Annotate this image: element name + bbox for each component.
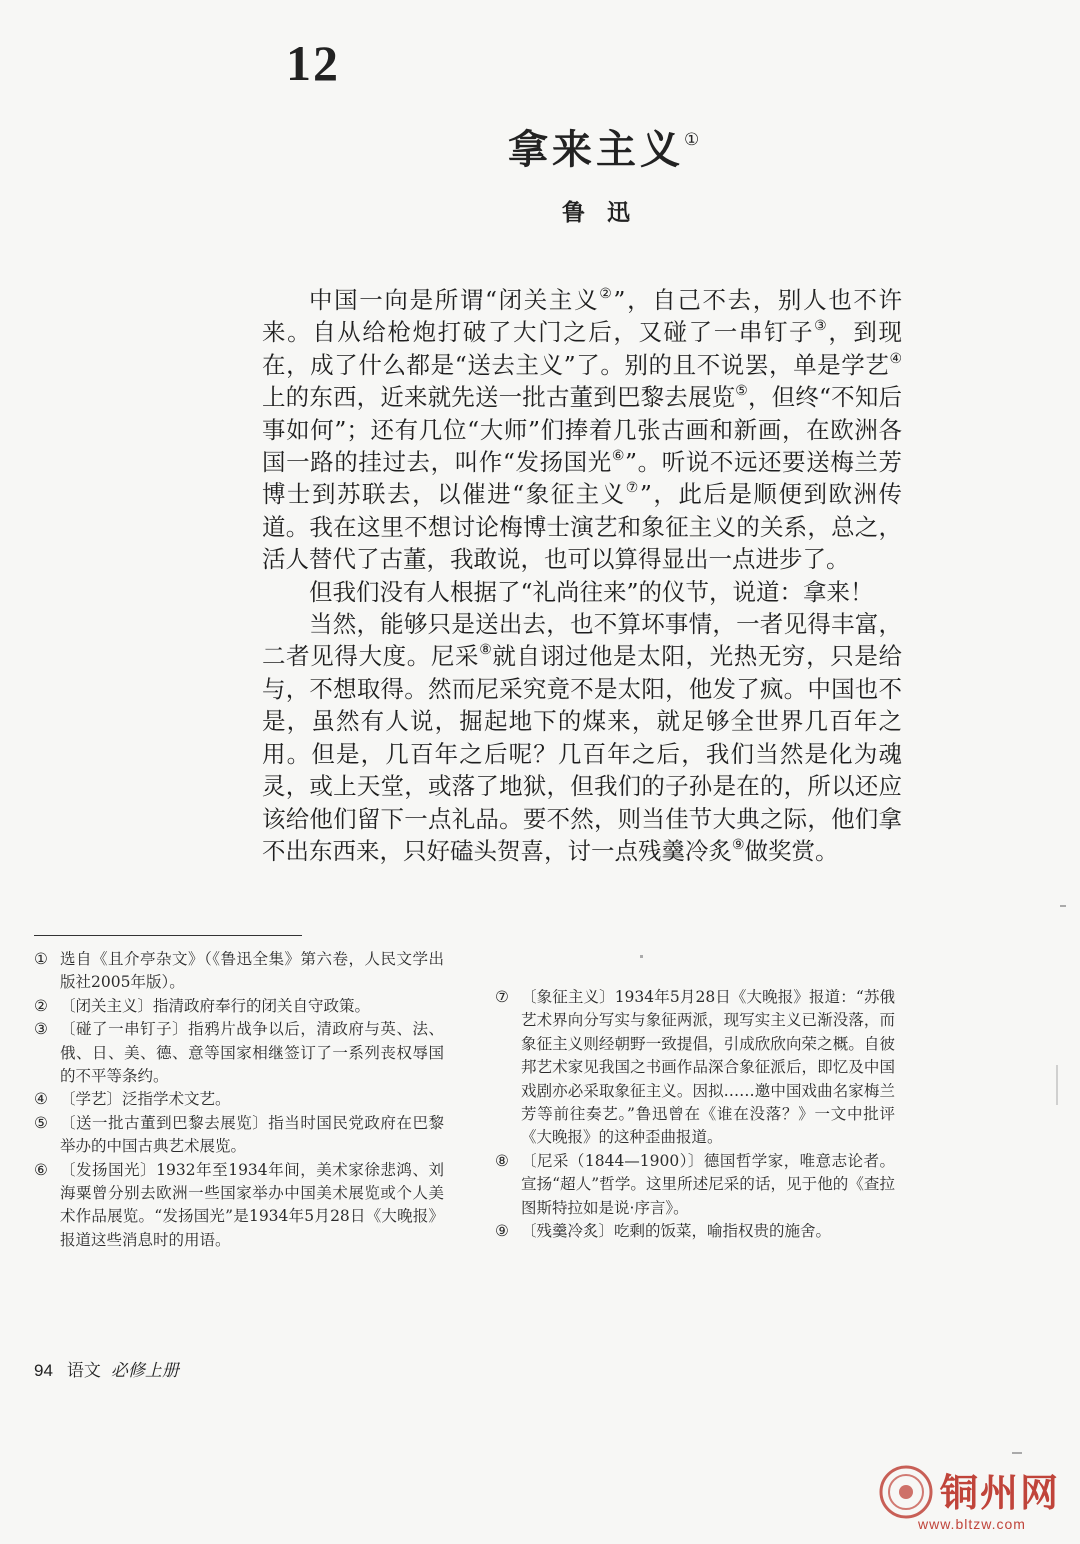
paragraph-1: [262, 284, 902, 576]
footnote-item: [34, 1088, 444, 1111]
text-run: ”，此后是顺便到欧洲传道。我在这里不想讨论梅博士演艺和象征主义的关系，总之，活人替代了古董，我敢说，也可以算得显出一点进步了。: [262, 480, 902, 574]
scan-speck: [640, 955, 643, 958]
seal-icon: [878, 1464, 934, 1520]
title-footnote-marker: ①: [684, 130, 700, 150]
footnote-marker: ⑥: [611, 448, 625, 465]
footnote-text: 〔闭关主义〕指清政府奉行的闭关自守政策。: [60, 996, 371, 1015]
footnote-marker: ⑤: [735, 383, 748, 400]
footnote-item: [34, 1159, 444, 1253]
text-run: 就自诩过他是太阳，光热无穷，只是给与，不想取得。然而尼采究竟不是太阳，他发了疯。中国也不是，虽然有人说，掘起地下的煤来，就足够全世界几百年之用。但是，几百年之后呢？几百年之后，我们当然是化为魂灵，或上天堂，或落了地狱，但我们的子孙是在的，所以还应该给他们留下一点礼品。要不然，则当佳节大典之际，他们拿不出东西来，只好磕头贺喜，讨一点残羹冷炙: [262, 642, 903, 865]
text-run: ，但终“不知后事如何”；还有几位“大师”们捧着几张古画和新画，在欧洲各国一路的挂过去，叫作“发扬国光: [262, 383, 902, 477]
scan-speck: [1056, 1065, 1058, 1105]
footnote-number: ⑤: [34, 1113, 48, 1132]
footnote-text: 〔尼采（1844—1900）〕德国哲学家，唯意志论者。宣扬“超人”哲学。这里所述尼采的话，见于他的《查拉图斯特拉如是说·序言》。: [521, 1151, 895, 1217]
scan-speck: [1060, 905, 1066, 907]
footnote-text: 〔送一批古董到巴黎去展览〕指当时国民党政府在巴黎举办的中国古典艺术展览。: [60, 1113, 444, 1156]
page-footer: [34, 1356, 179, 1381]
footnote-text: 〔学艺〕泛指学术文艺。: [60, 1090, 231, 1109]
footnote-item: [34, 948, 444, 995]
footnote-number: ②: [34, 996, 48, 1015]
footnotes-right-column: [495, 986, 895, 1243]
text-run: 做奖赏。: [744, 836, 839, 865]
watermark-url: www.bltzw.com: [918, 1516, 1026, 1532]
footnote-marker: ⑦: [625, 480, 640, 497]
article-title: [508, 118, 699, 175]
footnote-marker: ③: [814, 318, 829, 335]
footnote-number: ③: [34, 1020, 48, 1039]
scan-speck: [1012, 1452, 1022, 1454]
footnote-marker: ②: [599, 286, 614, 302]
footnote-text: 〔象征主义〕1934年5月28日《大晚报》报道：“苏俄艺术界向分写实与象征两派，现写实主义已渐没落，而象征主义则经朝野一致提倡，引成欣欣向荣之概。自彼邦艺术家见我国之书画作品深合象征派后，即忆及中国戏剧亦必采取象征主义。因拟……邀中国戏曲名家梅兰芳等前往奏艺。”鲁迅曾在《谁在没落？》一文中批评《大晚报》的这种歪曲报道。: [521, 988, 895, 1147]
volume-name: 必修上册: [110, 1361, 179, 1381]
text-run: 中国一向是所谓“闭关主义: [309, 286, 600, 314]
footnote-number: ⑧: [495, 1151, 509, 1170]
text-run: 上的东西，近来就先送一批古董到巴黎去展览: [262, 383, 736, 412]
site-watermark: [878, 1462, 1068, 1542]
footnote-item: [34, 995, 444, 1018]
book-name: 语文: [66, 1361, 101, 1381]
paragraph-2: 但我们没有人根据了“礼尚往来”的仪节，说道：拿来！: [309, 577, 874, 606]
footnote-marker: ⑧: [479, 642, 493, 659]
footnote-number: ⑦: [495, 988, 509, 1006]
footnote-item: [495, 1150, 895, 1220]
text-run: ”。听说不远还要送梅兰芳博士到苏联去，以催进“象征主义: [262, 448, 902, 509]
footnote-number: ⑨: [495, 1222, 509, 1241]
footnote-item: [34, 1112, 444, 1159]
author-name: 鲁迅: [562, 199, 652, 226]
footnote-marker: ④: [889, 350, 902, 367]
footnote-text: 选自《且介亭杂文》（《鲁迅全集》第六卷，人民文学出版社2005年版）。: [60, 950, 444, 992]
text-run: 当然，能够只是送出去，也不算坏事情，一者见得丰富，二者见得大度。尼采: [262, 610, 902, 671]
footnote-text: 〔发扬国光〕1932年至1934年间，美术家徐悲鸿、刘海粟曾分别去欧洲一些国家举办中国美术展览或个人美术作品展览。“发扬国光”是1934年5月28日《大晚报》报道这些消息时的用语。: [60, 1160, 444, 1249]
lesson-number: 12: [286, 35, 340, 91]
article-body: [262, 284, 902, 867]
page-number: 94: [34, 1361, 53, 1380]
footnotes-left-column: [34, 948, 444, 1252]
footnote-number: ⑥: [34, 1160, 48, 1179]
text-run: ”，自己不去，别人也不许来。自从给枪炮打破了大门之后，又碰了一串钉子: [262, 286, 902, 347]
watermark-name: 铜州网: [940, 1470, 1061, 1515]
footnote-text: 〔碰了一串钉子〕指鸦片战争以后，清政府与英、法、俄、日、美、德、意等国家相继签订了一系列丧权辱国的不平等条约。: [60, 1020, 444, 1086]
footnote-number: ①: [34, 950, 48, 968]
footnote-text: 〔残羹冷炙〕吃剩的饭菜，喻指权贵的施舍。: [521, 1222, 832, 1241]
text-run: ，到现在，成了什么都是“送去主义”了。别的且不说罢，单是学艺: [262, 318, 903, 379]
footnote-number: ④: [34, 1090, 48, 1109]
paragraph-3: [262, 608, 902, 867]
footnote-divider: [34, 935, 302, 936]
footnote-item: [34, 1018, 444, 1088]
footnote-item: [495, 1220, 895, 1243]
footnote-marker: ⑨: [732, 836, 745, 853]
footnote-item: [495, 986, 895, 1150]
title-text: 拿来主义: [508, 126, 684, 173]
